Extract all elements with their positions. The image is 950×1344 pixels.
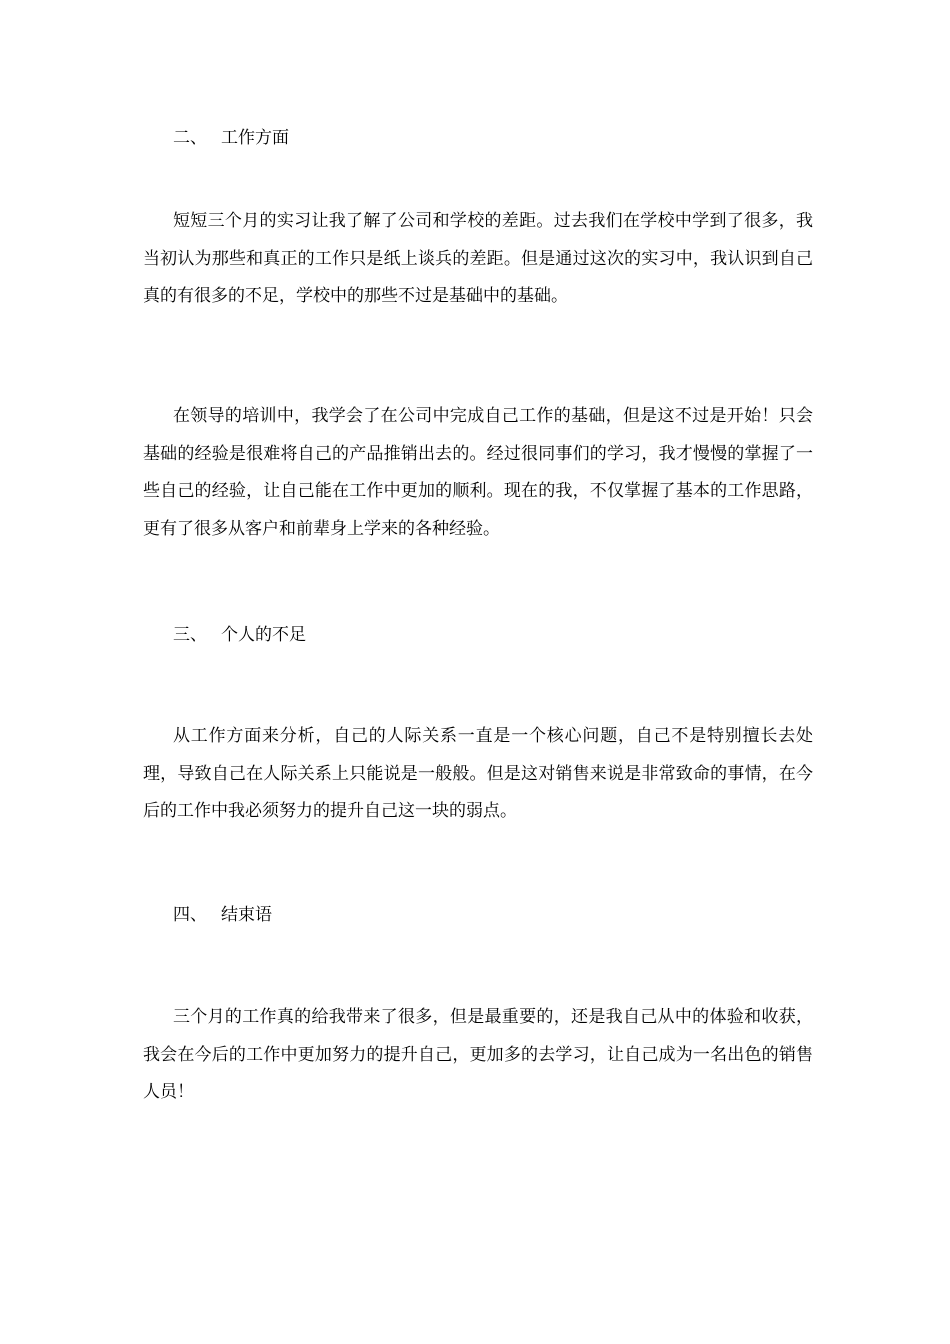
section-number: 三、 <box>173 625 207 645</box>
paragraph: 从工作方面来分析，自己的人际关系一直是一个核心问题，自己不是特别擅长去处理，导致自己在人际关系上只能说是一般般。但是这对销售来说是非常致命的事情，在今后的工作中我必须努力的提升自己这一块的弱点。 <box>143 726 813 821</box>
paragraph: 在领导的培训中，我学会了在公司中完成自己工作的基础，但是这不过是开始！只会基础的经验是很难将自己的产品推销出去的。经过很同事们的学习，我才慢慢的掌握了一些自己的经验，让自己能在工作中更加的顺利。现在的我，不仅掌握了基本的工作思路，更有了很多从客户和前辈身上学来的各种经验。 <box>143 406 813 539</box>
section-number: 四、 <box>173 905 207 925</box>
section-title: 结束语 <box>221 905 272 925</box>
paragraph: 短短三个月的实习让我了解了公司和学校的差距。过去我们在学校中学到了很多，我当初认为那些和真正的工作只是纸上谈兵的差距。但是通过这次的实习中，我认识到自己真的有很多的不足，学校中的那些不过是基础中的基础。 <box>143 211 813 306</box>
section-title: 个人的不足 <box>221 625 306 645</box>
section-heading-conclusion <box>173 905 272 925</box>
section-number: 二、 <box>173 128 207 148</box>
paragraph: 三个月的工作真的给我带来了很多，但是最重要的，还是我自己从中的体验和收获，我会在今后的工作中更加努力的提升自己，更加多的去学习，让自己成为一名出色的销售人员！ <box>143 1007 813 1102</box>
section-heading-shortcomings <box>173 625 306 645</box>
section-title: 工作方面 <box>221 128 289 148</box>
section-heading-work <box>173 128 289 148</box>
